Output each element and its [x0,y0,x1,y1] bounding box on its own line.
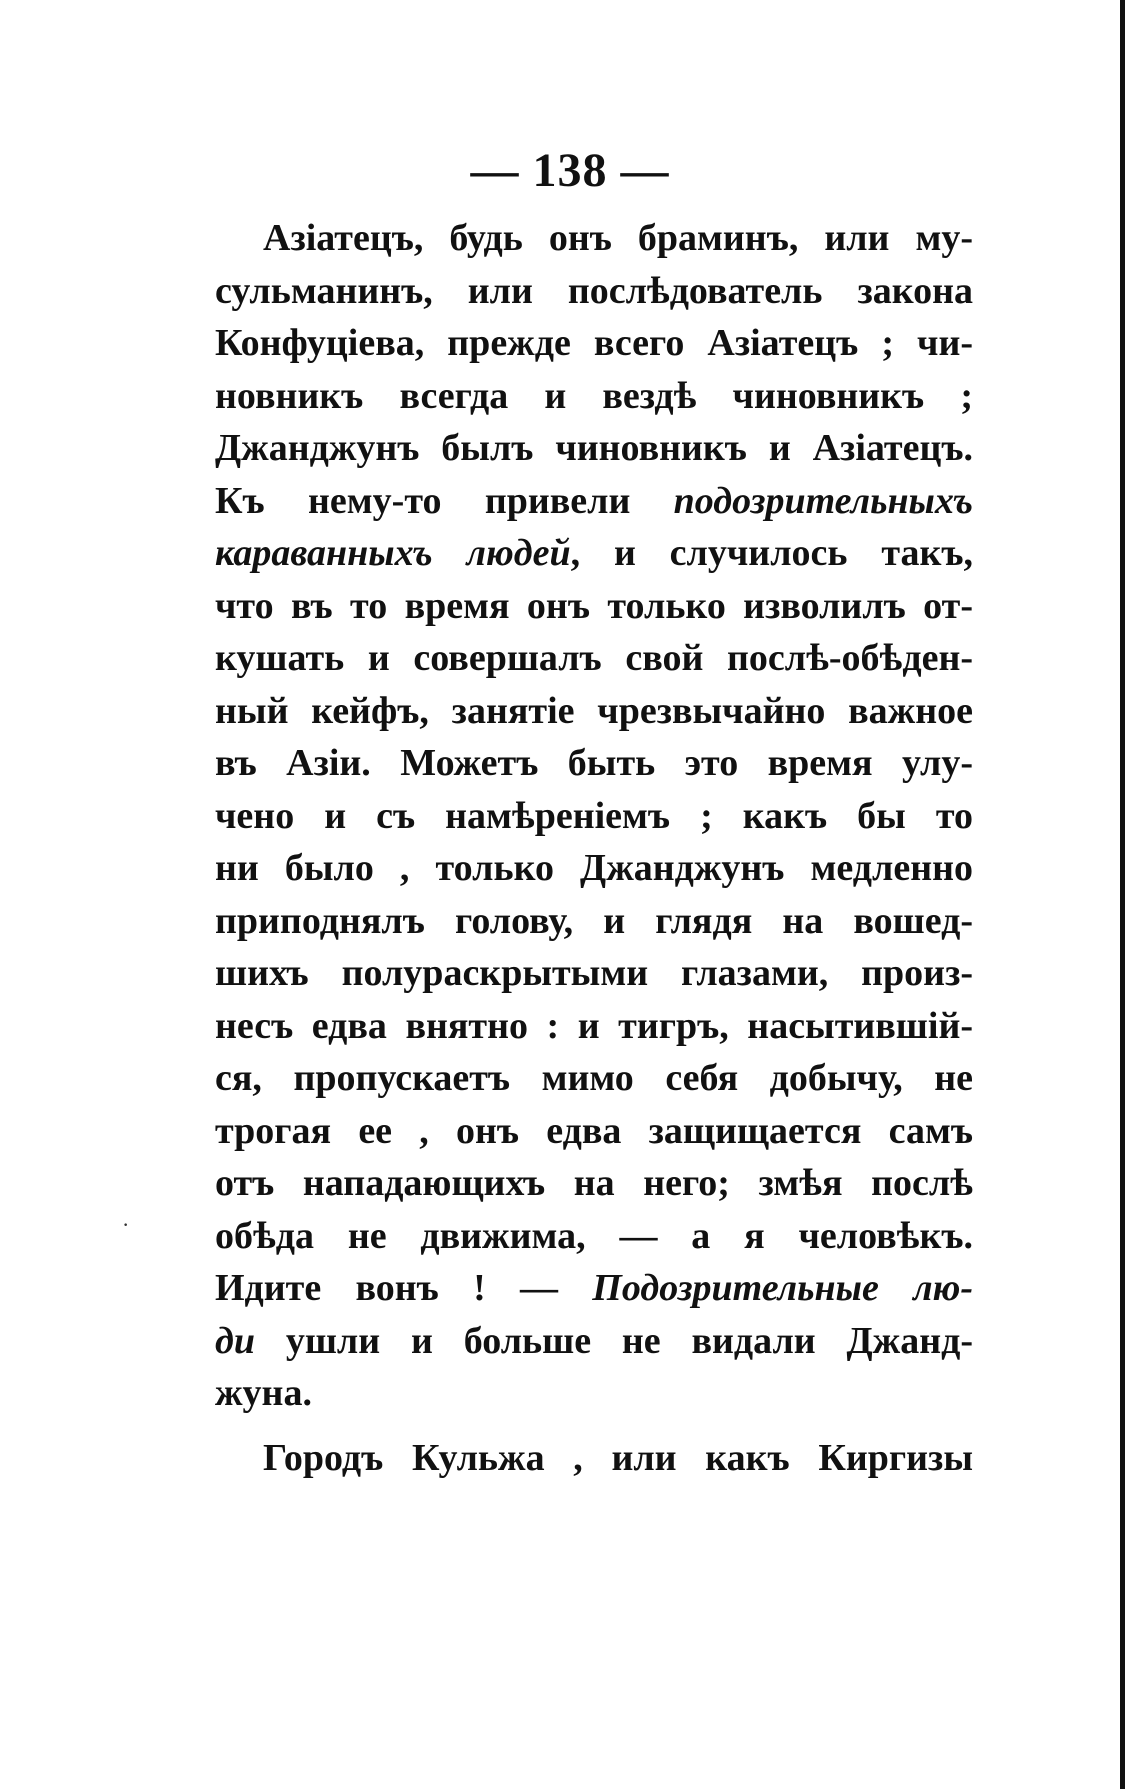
italic-segment: ди [215,1319,255,1362]
body-text [215,212,973,1484]
text-line [215,1262,973,1315]
text-line: ни было , только Джанджунъ медленно [215,847,973,889]
text-line: шихъ полураскрытыми глазами, произ- [215,952,973,994]
italic-segment: Подозрительные лю- [592,1267,974,1309]
text-line [215,527,973,580]
text-segment: Къ нему-то привели [215,479,674,522]
text-line: трогая ее , онъ едва защищается самъ [215,1109,973,1152]
paragraph-spacer [215,1420,973,1432]
margin-mark: · [122,1212,130,1237]
text-line: отъ нападающихъ на него; змѣя послѣ [215,1162,973,1204]
text-line: Конфуціева, прежде всего Азіатецъ ; чи- [215,322,973,364]
text-line [215,1315,973,1368]
text-line: Джанджунъ былъ чиновникъ и Азіатецъ. [215,427,973,469]
text-line: Городъ Кульжа , или какъ Киргизы [263,1436,973,1479]
text-line: жуна. [215,1372,312,1414]
page-edge-line [1120,0,1125,1789]
text-line: несъ едва внятно : и тигръ, насытившій- [215,1004,973,1047]
text-line: Азіатецъ, будь онъ браминъ, или му- [263,217,973,259]
text-segment: , и случилось такъ, [570,532,973,574]
text-line: обѣда не движима, — а я человѣкъ. [215,1214,973,1257]
text-line: ся, пропускаетъ мимо себя добычу, не [215,1057,973,1099]
text-line: кушать и совершалъ свой послѣ-обѣден- [215,637,973,679]
text-line: ный кейфъ, занятіе чрезвычайно важное [215,689,973,732]
text-line [215,475,973,528]
text-line: приподнялъ голову, и глядя на вошед- [215,899,973,942]
text-segment: ушли и больше не видали Джанд- [255,1319,973,1362]
text-segment: Идите вонъ ! — [215,1267,593,1309]
text-line: въ Азіи. Можетъ быть это время улу- [215,742,973,784]
text-line: сульманинъ, или послѣдователь закона [215,269,973,312]
text-line: чено и съ намѣреніемъ ; какъ бы то [215,794,973,837]
text-line: новникъ всегда и вездѣ чиновникъ ; [215,374,973,417]
italic-segment: караванныхъ людей [215,532,571,574]
page-number: — 138 — [470,144,670,197]
text-line: что въ то время онъ только изволилъ от- [215,584,973,627]
italic-segment: подозрительныхъ [673,479,973,522]
